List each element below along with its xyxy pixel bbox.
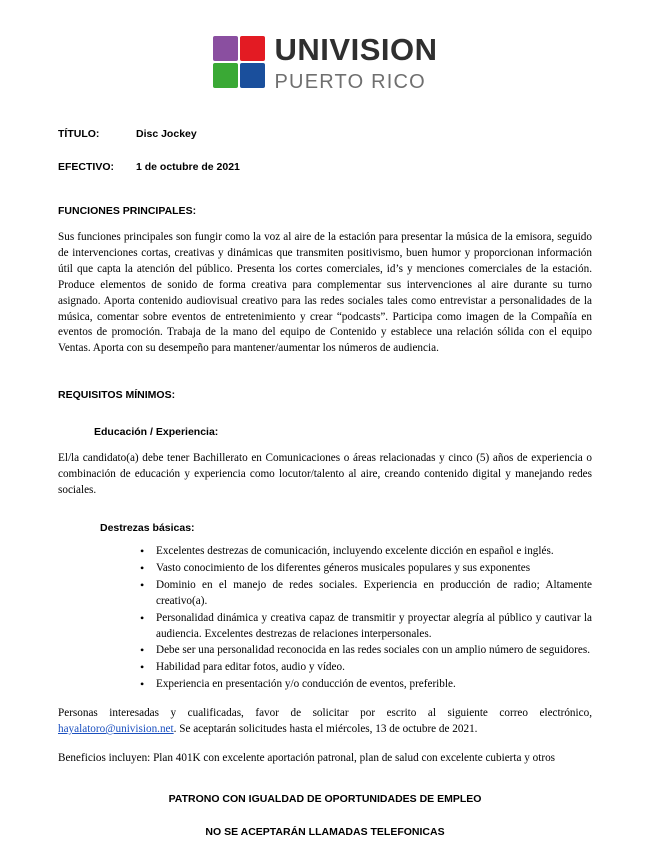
univision-logo — [213, 34, 438, 92]
list-item: • Personalidad dinámica y creativa capaz de transmitir y proyectar alegría al público y cautivar la audiencia. Excelentes destrezas de relaciones interpersonales. — [140, 611, 592, 643]
univision-logo-mark-icon — [213, 36, 265, 88]
funciones-heading: FUNCIONES PRINCIPALES: — [58, 205, 197, 217]
logo-text — [275, 34, 438, 92]
contact-after-email: . Se aceptarán solicitudes hasta el miércoles, 13 de octubre de 2021. — [173, 723, 478, 736]
list-item: • Debe ser una personalidad reconocida en las redes sociales con un amplio número de seguidores. — [140, 643, 592, 659]
efectivo-value: 1 de octubre de 2021 — [136, 161, 240, 173]
closing-line-1: PATRONO CON IGUALDAD DE OPORTUNIDADES DE EMPLEO — [168, 792, 482, 805]
destrezas-list — [58, 544, 592, 693]
list-item: • Excelentes destrezas de comunicación, incluyendo excelente dicción en español e inglés. — [140, 544, 592, 560]
destrezas-heading: Destrezas básicas: — [100, 521, 195, 534]
logo-block — [58, 0, 592, 92]
benefits-paragraph: Beneficios incluyen: Plan 401K con excelente aportación patronal, plan de salud con excelente cubierta y otros — [58, 751, 556, 764]
requisitos-heading: REQUISITOS MÍNIMOS: — [58, 389, 176, 402]
list-item: • Experiencia en presentación y/o conducción de eventos, preferible. — [140, 677, 592, 693]
logo-subtitle: PUERTO RICO — [274, 71, 426, 93]
efectivo-label: EFECTIVO: — [58, 161, 115, 173]
educacion-body: El/la candidato(a) debe tener Bachillerato en Comunicaciones o áreas relacionadas y cinco (5) años de experiencia o combinación de educación y experiencia como locutor/talento al aire, creando contenido digital y manejando redes sociales. — [58, 452, 592, 497]
efectivo-row — [58, 161, 592, 173]
list-item: • Vasto conocimiento de los diferentes géneros musicales populares y sus exponentes — [140, 561, 592, 577]
contact-intro: Personas interesadas y cualificadas, favor de solicitar por escrito al siguiente correo electrónico, — [58, 707, 592, 720]
list-item: • Dominio en el manejo de redes sociales. Experiencia en producción de radio; Altamente creativo(a). — [140, 578, 592, 610]
logo-title: UNIVISION — [274, 32, 438, 67]
funciones-body: Sus funciones principales son fungir como la voz al aire de la estación para presentar la música de la emisora, seguido de intervenciones cortas, creativas y dinámicas que transmiten positivismo, buen humor y proporcionan información útil que capta la atención del público. Presenta los cortes comerciales, id’s y menciones comerciales de la estación. Produce elementos de sonido de forma creativa para complementar sus intervenciones al aire durante su turno asignado. Aporta contenido audiovisual creativo para las redes sociales tales como entrevistar a personalidades de la música, comentar sobre eventos de entretenimiento y crear “podcasts”. Participa como imagen de la Compañía en eventos de promoción. Trabaja de la mano del equipo de Contenido y establece una relación sólida con el equipo Ventas. Aporta con su desempeño para mantener/aumentar los números de audiencia. — [58, 231, 592, 355]
email-link[interactable]: hayalatoro@univision.net — [58, 723, 174, 736]
educacion-heading: Educación / Experiencia: — [94, 426, 219, 439]
closing-line-2: NO SE ACEPTARÁN LLAMADAS TELEFONICAS — [205, 825, 445, 838]
list-item: • Habilidad para editar fotos, audio y vídeo. — [140, 660, 592, 676]
titulo-label: TÍTULO: — [58, 128, 100, 140]
contact-paragraph — [58, 706, 592, 738]
titulo-value: Disc Jockey — [136, 128, 197, 140]
titulo-row — [58, 128, 592, 140]
